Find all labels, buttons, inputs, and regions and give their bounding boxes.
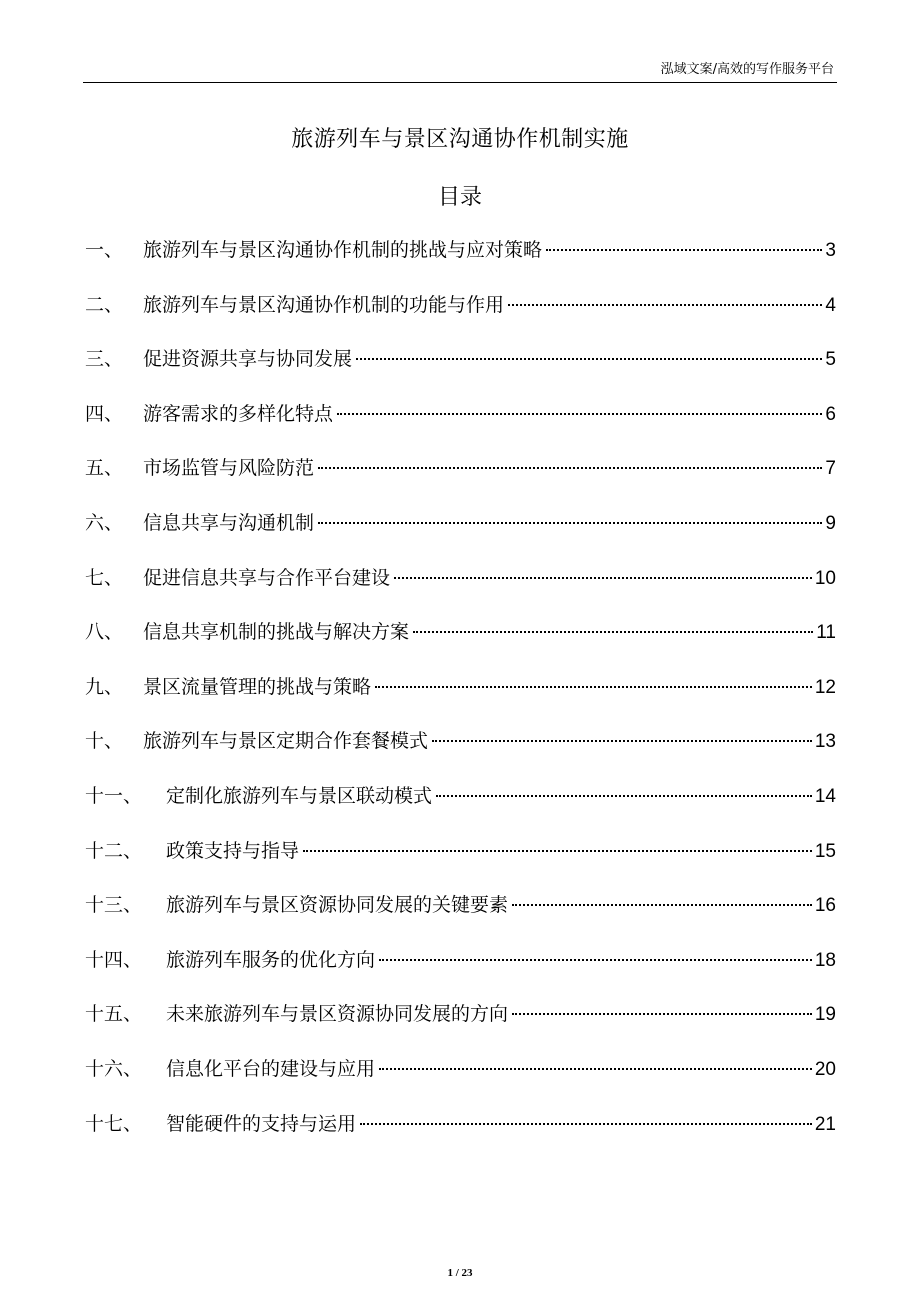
toc-entry-page: 3 bbox=[825, 240, 836, 261]
toc-entry[interactable] bbox=[85, 504, 836, 559]
toc-entry-page: 15 bbox=[814, 840, 836, 862]
toc-entry-page: 11 bbox=[816, 622, 836, 644]
toc-entry-title: 未来旅游列车与景区资源协同发展的方向 bbox=[166, 1003, 509, 1026]
toc-entry[interactable] bbox=[85, 559, 836, 614]
toc-entry-title: 游客需求的多样化特点 bbox=[143, 402, 334, 425]
toc-dot-leader bbox=[303, 850, 812, 852]
toc-dot-leader bbox=[512, 904, 812, 906]
toc-entry-title: 信息化平台的建设与应用 bbox=[166, 1057, 376, 1080]
toc-entry[interactable] bbox=[85, 832, 836, 887]
toc-entry-page: 9 bbox=[825, 512, 836, 534]
toc-entry-number: 一、 bbox=[85, 239, 124, 261]
header-brand: 泓域文案/高效的写作服务平台 bbox=[660, 62, 834, 77]
toc-entry[interactable] bbox=[85, 231, 836, 286]
toc-dot-leader bbox=[394, 577, 812, 579]
page-number: 1 / 23 bbox=[447, 1267, 473, 1279]
toc-entry-title: 景区流量管理的挑战与策略 bbox=[143, 675, 372, 698]
toc-entry-page: 20 bbox=[814, 1058, 836, 1080]
toc-entry-number: 十、 bbox=[85, 730, 124, 753]
document-title: 旅游列车与景区沟通协作机制实施 bbox=[291, 127, 629, 152]
toc-entry-page: 19 bbox=[814, 1004, 836, 1026]
toc-entry-title: 促进资源共享与协同发展 bbox=[143, 348, 353, 371]
toc-entry-title: 旅游列车与景区沟通协作机制的功能与作用 bbox=[143, 293, 505, 316]
toc-entry-number: 九、 bbox=[85, 675, 124, 698]
toc-entry-title: 信息共享与沟通机制 bbox=[143, 511, 315, 534]
toc-entry-title: 旅游列车与景区沟通协作机制的挑战与应对策略 bbox=[143, 239, 543, 261]
toc-entry-number: 十三、 bbox=[85, 894, 143, 917]
table-of-contents bbox=[85, 231, 836, 1159]
toc-dot-leader bbox=[413, 631, 813, 633]
toc-dot-leader bbox=[432, 740, 812, 742]
toc-entry-page: 6 bbox=[825, 403, 836, 425]
toc-dot-leader bbox=[379, 1068, 812, 1070]
toc-entry-title: 信息共享机制的挑战与解决方案 bbox=[143, 621, 410, 644]
toc-entry-number: 十五、 bbox=[85, 1003, 143, 1026]
toc-entry-number: 八、 bbox=[85, 621, 124, 644]
toc-entry-title: 智能硬件的支持与运用 bbox=[166, 1112, 357, 1135]
toc-entry[interactable] bbox=[85, 286, 836, 341]
toc-entry-title: 市场监管与风险防范 bbox=[143, 457, 315, 480]
toc-dot-leader bbox=[436, 795, 812, 797]
toc-entry[interactable] bbox=[85, 395, 836, 450]
toc-entry[interactable] bbox=[85, 1105, 836, 1160]
toc-entry-number: 三、 bbox=[85, 348, 124, 371]
toc-entry-page: 12 bbox=[814, 676, 836, 698]
toc-entry[interactable] bbox=[85, 668, 836, 723]
toc-dot-leader bbox=[318, 522, 822, 524]
toc-entry[interactable] bbox=[85, 613, 836, 668]
toc-entry[interactable] bbox=[85, 886, 836, 941]
toc-entry-number: 六、 bbox=[85, 511, 124, 534]
toc-entry-number: 十七、 bbox=[85, 1112, 143, 1135]
toc-dot-leader bbox=[546, 249, 822, 251]
toc-entry[interactable] bbox=[85, 995, 836, 1050]
toc-entry-number: 四、 bbox=[85, 402, 124, 425]
toc-entry[interactable] bbox=[85, 777, 836, 832]
toc-entry[interactable] bbox=[85, 340, 836, 395]
toc-dot-leader bbox=[337, 413, 822, 415]
toc-entry-title: 旅游列车与景区资源协同发展的关键要素 bbox=[166, 894, 509, 917]
toc-entry-title: 旅游列车与景区定期合作套餐模式 bbox=[143, 730, 429, 753]
toc-entry-page: 14 bbox=[814, 785, 836, 807]
toc-heading: 目录 bbox=[437, 185, 482, 210]
toc-entry-title: 促进信息共享与合作平台建设 bbox=[143, 566, 391, 589]
toc-entry-title: 政策支持与指导 bbox=[166, 839, 300, 862]
toc-entry-number: 十六、 bbox=[85, 1057, 143, 1080]
header-divider bbox=[83, 82, 837, 83]
toc-entry-number: 十四、 bbox=[85, 948, 143, 971]
toc-entry[interactable] bbox=[85, 449, 836, 504]
toc-entry-page: 7 bbox=[825, 458, 836, 480]
toc-entry-page: 13 bbox=[814, 731, 836, 753]
toc-entry-number: 十二、 bbox=[85, 839, 143, 862]
toc-entry-page: 4 bbox=[825, 294, 836, 316]
toc-dot-leader bbox=[508, 304, 822, 306]
toc-entry-title: 定制化旅游列车与景区联动模式 bbox=[166, 784, 433, 807]
toc-entry-number: 五、 bbox=[85, 457, 124, 480]
toc-entry[interactable] bbox=[85, 1050, 836, 1105]
toc-dot-leader bbox=[356, 358, 822, 360]
toc-dot-leader bbox=[318, 467, 822, 469]
toc-entry-page: 16 bbox=[814, 895, 836, 917]
toc-dot-leader bbox=[512, 1013, 812, 1015]
toc-entry-number: 七、 bbox=[85, 566, 124, 589]
toc-entry-page: 21 bbox=[814, 1113, 836, 1135]
toc-dot-leader bbox=[379, 959, 812, 961]
toc-dot-leader bbox=[375, 686, 812, 688]
toc-entry-page: 18 bbox=[814, 949, 836, 971]
toc-entry-page: 10 bbox=[814, 567, 836, 589]
toc-entry-number: 二、 bbox=[85, 293, 124, 316]
toc-entry-title: 旅游列车服务的优化方向 bbox=[166, 948, 376, 971]
toc-dot-leader bbox=[360, 1123, 812, 1125]
toc-entry-number: 十一、 bbox=[85, 784, 143, 807]
toc-entry[interactable] bbox=[85, 722, 836, 777]
toc-entry-page: 5 bbox=[825, 349, 836, 371]
toc-entry[interactable] bbox=[85, 941, 836, 996]
